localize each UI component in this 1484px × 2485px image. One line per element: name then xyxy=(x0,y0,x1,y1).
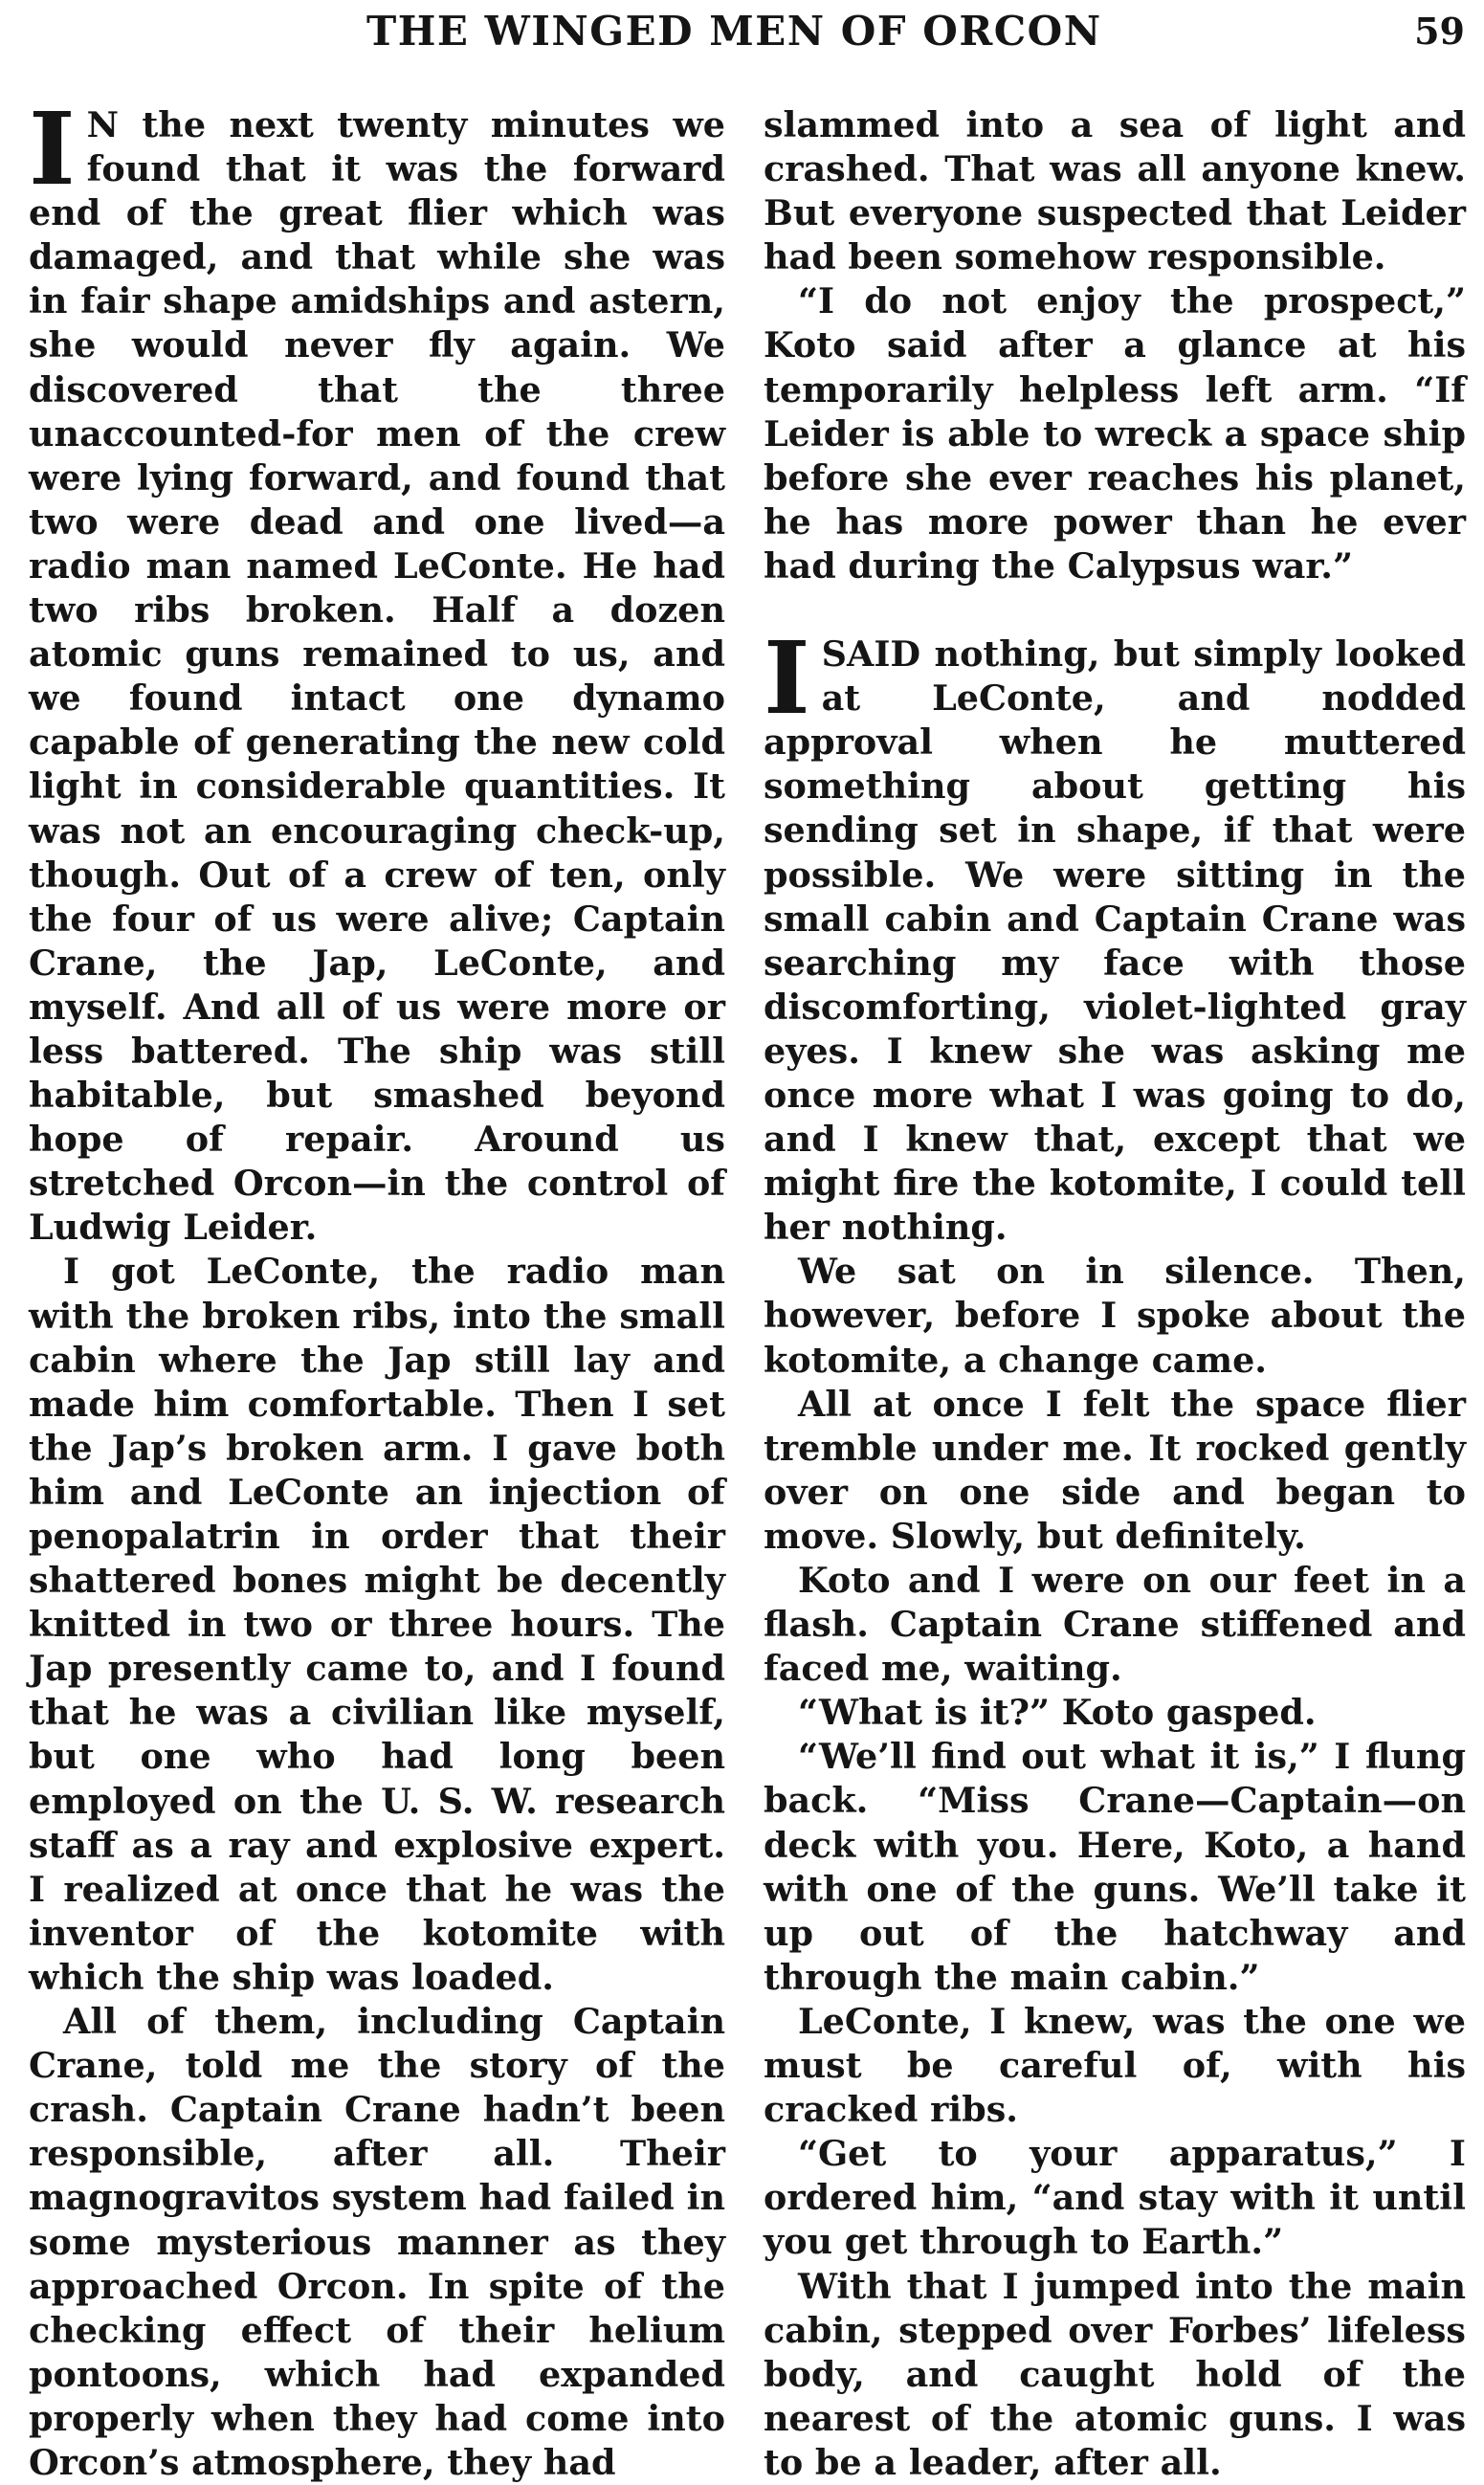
drop-cap: I xyxy=(29,90,76,208)
paragraph: “We’ll find out what it is,” I flung back. “Miss Crane—Captain—on deck with you. Here, Koto, a hand with one of the guns. We’ll take it up out of the hatchway and through the main cabin.” xyxy=(764,1736,1466,1998)
running-head xyxy=(0,6,1484,63)
paragraph xyxy=(29,90,725,1250)
section-break xyxy=(764,588,1466,632)
paragraph: All at once I felt the space flier tremble under me. It rocked gently over on one side and began to move. Slowly, but definitely. xyxy=(764,1383,1466,1557)
paragraph: LeConte, I knew, was the one we must be careful of, with his cracked ribs. xyxy=(764,2000,1466,2131)
paragraph-text: N the next twenty minutes we found that it was the forward end of the great flier which was damaged, and that while she was in fair shape amidships and astern, she would never fly again. We discovered that the three unaccounted-for men of the crew were lying forward, and found that two were dead and one lived—a radio man named LeConte. He had two ribs broken. Half a dozen atomic guns remained to us, and we found intact one dynamo capable of generating the new cold light in considerable quantities. It was not an encouraging check-up, though. Out of a crew of ten, only the four of us were alive; Captain Crane, the Jap, LeConte, and myself. And all of us were more or less battered. The ship was still habitable, but smashed beyond hope of repair. Around us stretched Orcon—in the control of Ludwig Leider. xyxy=(29,104,725,1249)
left-column xyxy=(29,90,725,2485)
drop-cap: I xyxy=(764,619,810,738)
paragraph: slammed into a sea of light and crashed. That was all anyone knew. But everyone suspected that Leider had been somehow responsible. xyxy=(764,104,1466,278)
paragraph: Koto and I were on our feet in a flash. Captain Crane stiffened and faced me, waiting. xyxy=(764,1560,1466,1690)
page-number: 59 xyxy=(1414,10,1465,53)
paragraph: “I do not enjoy the prospect,” Koto said after a glance at his temporarily helpless left arm. “If Leider is able to wreck a space ship before she ever reaches his planet, he has more power than he ever had during the Calypsus war.” xyxy=(764,280,1466,587)
paragraph: “What is it?” Koto gasped. xyxy=(798,1692,1317,1734)
paragraph xyxy=(764,619,1466,1250)
paragraph-text: SAID nothing, but simply looked at LeConte, and nodded approval when he muttered something about getting his sending set in shape, if that were possible. We were sitting in the small cabin and Captain Crane was searching my face with those discomforting, violet-lighted gray eyes. I knew she was asking me once more what I was going to do, and I knew that, except that we might fire the kotomite, I could tell her nothing. xyxy=(764,633,1466,1249)
paragraph: With that I jumped into the main cabin, stepped over Forbes’ lifeless body, and caught hold of the nearest of the atomic guns. I was to be a leader, after all. xyxy=(764,2265,1466,2483)
paragraph: I got LeConte, the radio man with the broken ribs, into the small cabin where the Jap still lay and made him comfortable. Then I set the Jap’s broken arm. I gave both him and LeConte an injection of penopalatrin in order that their shattered bones might be decently knitted in two or three hours. The Jap presently came to, and I found that he was a civilian like myself, but one who had long been employed on the U. S. W. research staff as a ray and explosive expert. I realized at once that he was the inventor of the kotomite with which the ship was loaded. xyxy=(29,1251,725,1998)
paragraph: “Get to your apparatus,” I ordered him, “and stay with it until you get through to Earth.” xyxy=(764,2133,1466,2263)
paragraph: We sat on in silence. Then, however, before I spoke about the kotomite, a change came. xyxy=(764,1251,1466,1381)
paragraph: All of them, including Captain Crane, told me the story of the crash. Captain Crane hadn’t been responsible, after all. Their magnogravitos system had failed in some mysterious manner as they approached Orcon. In spite of the checking effect of their helium pontoons, which had expanded properly when they had come into Orcon’s atmosphere, they had xyxy=(29,2001,725,2483)
right-column xyxy=(764,103,1466,2485)
running-title: THE WINGED MEN OF ORCON xyxy=(366,8,1102,55)
